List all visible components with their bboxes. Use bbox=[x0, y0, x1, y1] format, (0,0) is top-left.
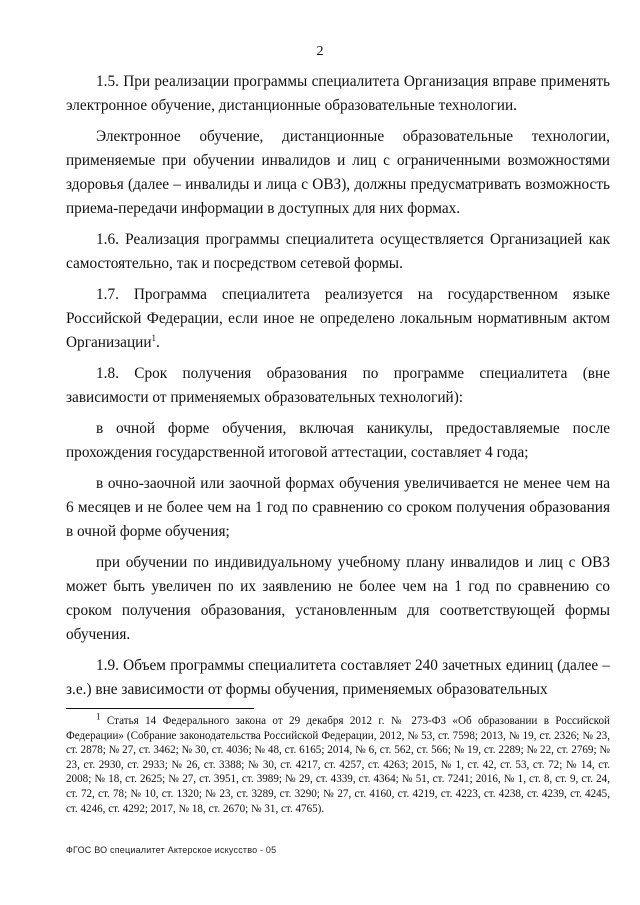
paragraph-individual-plan: при обучении по индивидуальному учебному плану инвалидов и лиц с ОВЗ может быть увеличен по их заявлению не более чем на 1 год по сравнению со сроком получения образования, установленным для соответствующей формы обучения. bbox=[66, 554, 610, 643]
paragraph-1-9: 1.9. Объем программы специалитета составляет 240 зачетных единиц (далее – з.е.) вне зависимости от формы обучения, применяемых образовательных bbox=[66, 657, 610, 698]
footnote-divider bbox=[66, 708, 254, 709]
paragraph-1-7-end: . bbox=[156, 334, 160, 351]
paragraph-1-5: 1.5. При реализации программы специалитета Организация вправе применять электронное обучение, дистанционные образовательные технологии. bbox=[66, 73, 610, 114]
footnote bbox=[66, 711, 610, 816]
footnote-reference[interactable]: 1 bbox=[151, 332, 157, 343]
paragraph-1-7-text: 1.7. Программа специалитета реализуется на государственном языке Российской Федерации, если иное не определено локальным нормативным актом Организации bbox=[66, 286, 610, 351]
paragraph-1-7 bbox=[66, 283, 610, 355]
paragraph-1-6: 1.6. Реализация программы специалитета осуществляется Организацией как самостоятельно, так и посредством сетевой формы. bbox=[66, 231, 610, 272]
page-number: 2 bbox=[316, 44, 324, 59]
footnote-text: Статья 14 Федерального закона от 29 декабря 2012 г. № 273-ФЗ «Об образовании в Российской Федерации» (Собрание законодательства Российской Федерации, 2012, № 53, ст. 7598; 2013, № 19, ст. 2326; № 23, ст. 2878; № 27, ст. 3462; № 30, ст. 4036; № 48, ст. 6165; 2014, № 6, ст. 562, ст. 566; № 19, ст. 2289; № 22, ст. 2769; № 23, ст. 2930, ст. 2933; № 26, ст. 3388; № 30, ст. 4217, ст. 4257, ст. 4263; 2015, № 1, ст. 42, ст. 53, ст. 72; № 14, ст. 2008; № 18, ст. 2625; № 27, ст. 3951, ст. 3989; № 29, ст. 4339, ст. 4364; № 51, ст. 7241; 2016, № 1, ст. 8, ст. 9, ст. 24, ст. 72, ст. 78; № 10, ст. 1320; № 23, ст. 3289, ст. 3290; № 27, ст. 4160, ст. 4219, ст. 4223, ст. 4238, ст. 4239, ст. 4245, ст. 4246, ст. 4292; 2017, № 18, ст. 2670; № 31, ст. 4765). bbox=[66, 715, 610, 815]
paragraph-1-8: 1.8. Срок получения образования по программе специалитета (вне зависимости от применяемых образовательных технологий): bbox=[66, 365, 610, 406]
paragraph-part-time: в очно-заочной или заочной формах обучения увеличивается не менее чем на 6 месяцев и не более чем на 1 год по сравнению со сроком получения образования в очной форме обучения; bbox=[66, 475, 610, 540]
page-footer: ФГОС ВО специалитет Актерское искусство - 05 bbox=[66, 845, 277, 855]
paragraph-e-learning: Электронное обучение, дистанционные образовательные технологии, применяемые при обучении инвалидов и лиц с ограниченными возможностями здоровья (далее – инвалиды и лица с ОВЗ), должны предусматривать возможность приема-передачи информации в доступных для них формах. bbox=[66, 128, 610, 217]
footnote-marker: 1 bbox=[96, 711, 101, 722]
document-body bbox=[66, 70, 610, 709]
paragraph-full-time: в очной форме обучения, включая каникулы, предоставляемые после прохождения государственной итоговой аттестации, составляет 4 года; bbox=[66, 420, 610, 461]
